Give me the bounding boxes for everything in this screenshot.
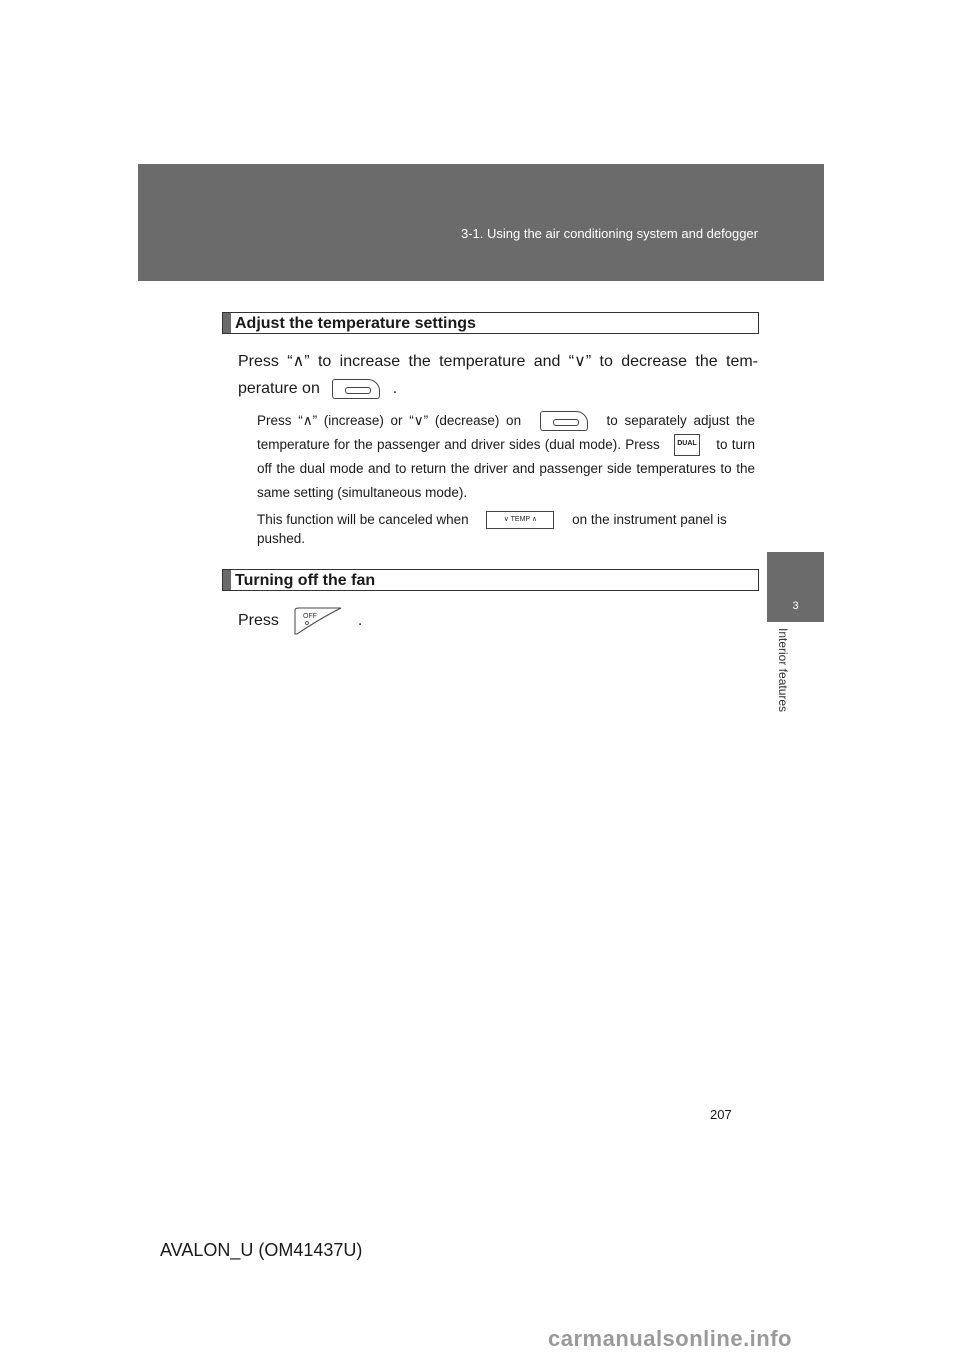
instruction-text: Press “∧” to increase the temperature and “∨” to decrease the tem-perature on bbox=[238, 353, 758, 397]
dual-note-text-a: Press “∧” (increase) or “∨” (decrease) on bbox=[257, 413, 522, 428]
chapter-title: 3-1. Using the air conditioning system and defogger bbox=[460, 226, 758, 241]
temp-lever-icon bbox=[486, 511, 554, 529]
temperature-instruction bbox=[238, 348, 758, 402]
heading-bar bbox=[223, 570, 231, 590]
dual-mode-note bbox=[257, 409, 755, 505]
instruction-end: . bbox=[392, 380, 398, 397]
heading-bar bbox=[223, 313, 231, 333]
dual-note-text-c: to turn off the dual mode and to return the driver and passenger side temperatures to the same setting (simultaneous mode). bbox=[257, 437, 755, 500]
chapter-side-tab bbox=[767, 552, 824, 622]
cancel-note-end: pushed. bbox=[257, 531, 306, 546]
fan-instruction bbox=[238, 606, 758, 636]
fan-off-button-icon bbox=[291, 606, 345, 636]
cancel-note-text-a: This function will be canceled when bbox=[257, 512, 469, 527]
watermark: carmanualsonline.info bbox=[548, 1326, 792, 1351]
dual-label: DUAL bbox=[677, 440, 697, 448]
section-heading-text: Turning off the fan bbox=[235, 572, 376, 589]
section-heading-text: Adjust the temperature settings bbox=[235, 315, 476, 332]
chapter-side-label: Interior features bbox=[776, 628, 790, 713]
chapter-number: 3 bbox=[792, 600, 799, 612]
temp-lever-label: ∨ TEMP ∧ bbox=[503, 516, 538, 524]
section-heading-fan bbox=[222, 569, 759, 591]
footer-model: AVALON_U (OM41437U) bbox=[160, 1240, 363, 1260]
chapter-header-band bbox=[138, 164, 824, 281]
section-heading-temperature bbox=[222, 312, 759, 334]
cancel-note-text-b: on the instrument panel is bbox=[572, 512, 727, 527]
dual-button-icon bbox=[674, 434, 700, 456]
temp-dial-icon bbox=[332, 379, 380, 399]
instruction-text: Press bbox=[238, 612, 279, 630]
svg-text:OFF: OFF bbox=[303, 613, 318, 620]
temp-dial-icon bbox=[540, 411, 588, 431]
instruction-end: . bbox=[357, 612, 363, 630]
page-number: 207 bbox=[710, 1107, 732, 1122]
cancel-note bbox=[257, 508, 755, 532]
dual-note-text-b: to separately adjust the temperature for the passenger and driver sides (dual mode). Press bbox=[257, 413, 755, 452]
